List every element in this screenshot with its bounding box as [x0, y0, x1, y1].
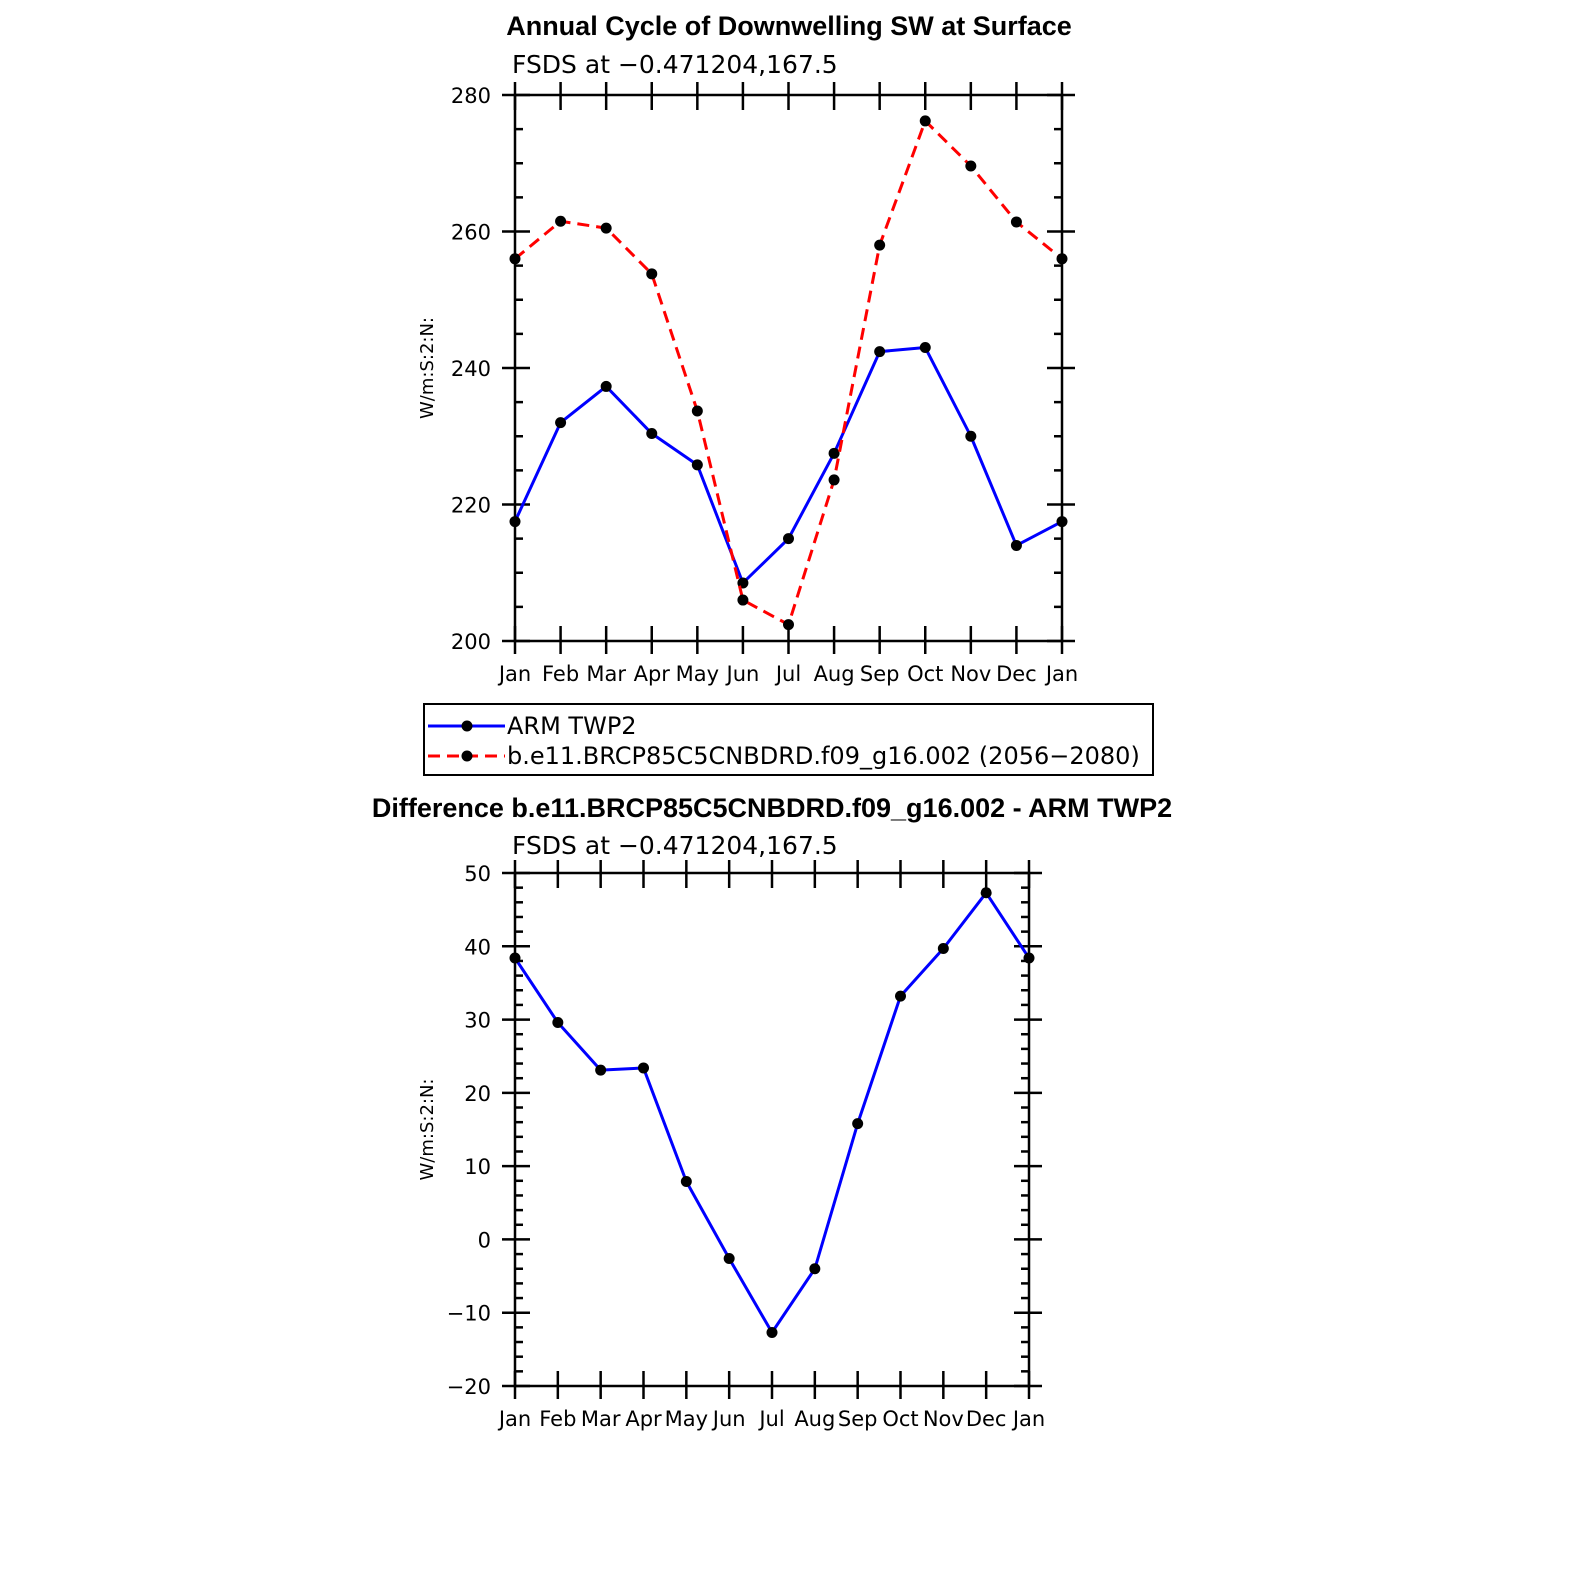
data-point	[965, 160, 976, 171]
y-tick-label: 220	[450, 493, 491, 518]
x-tick-label: Aug	[813, 662, 855, 686]
data-point	[895, 991, 906, 1002]
plot-frame	[515, 873, 1029, 1386]
series-line-1	[515, 893, 1029, 1333]
x-tick-label: Aug	[794, 1407, 836, 1431]
data-point	[555, 216, 566, 227]
x-tick-label: Oct	[907, 662, 944, 686]
data-point	[829, 474, 840, 485]
x-tick-label: Nov	[922, 1407, 964, 1431]
series-line-1	[515, 348, 1062, 583]
data-point	[1011, 216, 1022, 227]
y-tick-label: −20	[446, 1375, 491, 1399]
x-tick-label: Jan	[1045, 662, 1079, 686]
data-point	[681, 1176, 692, 1187]
data-point	[595, 1065, 606, 1076]
chart-subtitle: FSDS at −0.471204,167.5	[512, 831, 838, 860]
x-tick-label: Jul	[775, 662, 802, 686]
x-tick-label: Apr	[633, 662, 670, 686]
legend	[424, 704, 1153, 775]
data-point	[724, 1253, 735, 1264]
x-tick-label: Mar	[586, 662, 626, 686]
y-tick-label: 280	[450, 84, 491, 108]
y-tick-label: 40	[464, 935, 491, 960]
chart-1	[417, 11, 1153, 775]
data-point	[601, 223, 612, 234]
data-point	[1057, 253, 1068, 264]
x-tick-label: Mar	[580, 1407, 621, 1431]
y-tick-label: 200	[450, 630, 491, 654]
data-point	[981, 887, 992, 898]
data-point	[783, 619, 794, 630]
data-point	[552, 1017, 563, 1028]
x-tick-label: Oct	[882, 1407, 919, 1431]
x-tick-label: Sep	[837, 1407, 878, 1431]
data-point	[510, 953, 521, 964]
data-point	[965, 431, 976, 442]
x-tick-label: Feb	[541, 662, 580, 686]
data-point	[767, 1327, 778, 1338]
data-point	[874, 346, 885, 357]
x-tick-label: Jul	[759, 1407, 785, 1431]
x-tick-label: Dec	[965, 1407, 1007, 1431]
data-point	[783, 533, 794, 544]
x-tick-label: Dec	[996, 662, 1037, 686]
x-tick-label: Jun	[712, 1407, 746, 1431]
legend-label-2: b.e11.BRCP85C5CNBDRD.f09_g16.002 (2056−2080)	[507, 742, 1140, 770]
data-point	[646, 268, 657, 279]
y-axis-label: W/m:S:2:N:	[417, 317, 438, 419]
data-point	[737, 595, 748, 606]
chart-subtitle: FSDS at −0.471204,167.5	[512, 50, 838, 79]
chart-title: Annual Cycle of Downwelling SW at Surface	[506, 11, 1072, 41]
data-point	[852, 1118, 863, 1129]
y-tick-label: 0	[477, 1228, 491, 1253]
x-tick-label: Jan	[498, 1407, 532, 1431]
data-point	[555, 417, 566, 428]
y-tick-label: 10	[464, 1155, 491, 1180]
data-point	[692, 459, 703, 470]
data-point	[920, 342, 931, 353]
y-tick-label: 50	[464, 862, 491, 886]
data-point	[809, 1263, 820, 1274]
y-tick-label: 260	[450, 220, 491, 245]
data-point	[938, 943, 949, 954]
data-point	[510, 253, 521, 264]
legend-marker	[462, 751, 473, 762]
x-tick-label: May	[675, 662, 720, 686]
legend-marker	[462, 721, 473, 732]
legend-label-1: ARM TWP2	[507, 712, 637, 740]
chart-2	[372, 793, 1172, 1431]
data-point	[646, 428, 657, 439]
x-tick-label: Jun	[726, 662, 760, 686]
data-point	[510, 516, 521, 527]
x-tick-label: Sep	[859, 662, 900, 686]
x-tick-label: Apr	[625, 1407, 662, 1431]
data-point	[829, 448, 840, 459]
data-point	[874, 240, 885, 251]
x-tick-label: Nov	[950, 662, 992, 686]
data-point	[601, 381, 612, 392]
y-tick-label: 240	[450, 357, 491, 381]
data-point	[1011, 540, 1022, 551]
y-axis-label: W/m:S:2:N:	[417, 1078, 438, 1181]
x-tick-label: Feb	[539, 1407, 577, 1431]
y-tick-label: 20	[464, 1081, 491, 1106]
y-tick-label: −10	[446, 1301, 491, 1326]
x-tick-label: Jan	[498, 662, 532, 686]
data-point	[1057, 516, 1068, 527]
x-tick-label: Jan	[1012, 1407, 1046, 1431]
y-tick-label: 30	[464, 1008, 491, 1033]
chart-title: Difference b.e11.BRCP85C5CNBDRD.f09_g16.002 - ARM TWP2	[371, 793, 1173, 823]
series-line-2	[515, 121, 1062, 625]
data-point	[692, 405, 703, 416]
x-tick-label: May	[664, 1407, 709, 1431]
data-point	[1024, 953, 1035, 964]
data-point	[920, 115, 931, 126]
data-point	[638, 1062, 649, 1073]
